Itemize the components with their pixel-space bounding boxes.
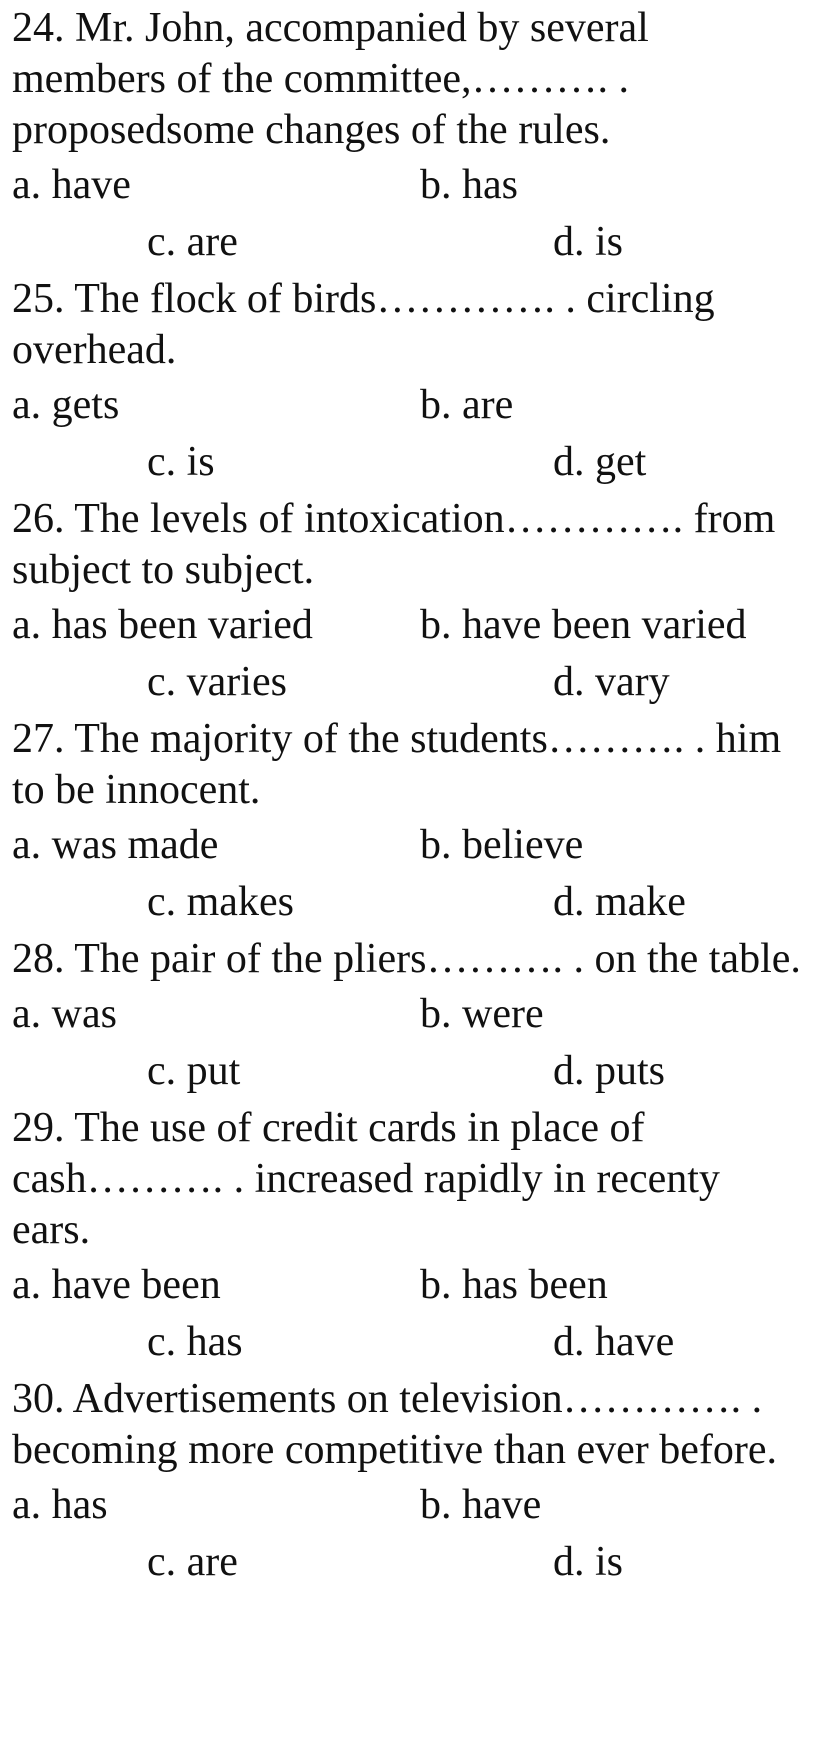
question-stem: 24. Mr. John, accompanied by several members of the committee,………. . proposedsome changes of the rules. bbox=[12, 5, 649, 153]
option-c: c. varies bbox=[147, 659, 287, 705]
options-row-cd bbox=[12, 437, 813, 494]
option-d: d. make bbox=[553, 879, 686, 925]
question-stem: 27. The majority of the students………. . him to be innocent. bbox=[12, 716, 782, 813]
question-stem: 29. The use of credit cards in place of cash………. . increased rapidly in recenty ears. bbox=[12, 1105, 720, 1253]
option-b: b. believe bbox=[420, 822, 584, 868]
option-d: d. is bbox=[553, 219, 624, 265]
question-28 bbox=[12, 934, 813, 1103]
question-24 bbox=[12, 3, 813, 274]
question-25 bbox=[12, 274, 813, 494]
option-d: d. get bbox=[553, 439, 647, 485]
option-a: a. have been bbox=[12, 1262, 221, 1308]
question-29 bbox=[12, 1103, 813, 1374]
options-row-cd bbox=[12, 657, 813, 714]
option-a: a. was bbox=[12, 991, 117, 1037]
option-d: d. vary bbox=[553, 659, 670, 705]
option-a: a. has been varied bbox=[12, 602, 313, 648]
options-row-cd bbox=[12, 877, 813, 934]
option-a: a. has bbox=[12, 1482, 108, 1528]
options-row-ab bbox=[12, 820, 813, 877]
options-row-ab bbox=[12, 1260, 813, 1317]
question-stem: 28. The pair of the pliers………. . on the table. bbox=[12, 936, 801, 982]
options-row-ab bbox=[12, 380, 813, 437]
option-c: c. is bbox=[147, 439, 215, 485]
option-b: b. have bbox=[420, 1482, 542, 1528]
option-a: a. was made bbox=[12, 822, 219, 868]
option-b: b. have been varied bbox=[420, 602, 747, 648]
options-row-cd bbox=[12, 1046, 813, 1103]
options-row-cd bbox=[12, 1537, 813, 1594]
option-c: c. are bbox=[147, 1539, 238, 1585]
option-b: b. are bbox=[420, 382, 514, 428]
option-a: a. gets bbox=[12, 382, 120, 428]
option-c: c. has bbox=[147, 1319, 243, 1365]
options-row-cd bbox=[12, 1317, 813, 1374]
option-c: c. put bbox=[147, 1048, 241, 1094]
question-26 bbox=[12, 494, 813, 714]
options-row-ab bbox=[12, 989, 813, 1046]
question-stem: 26. The levels of intoxication…………. from subject to subject. bbox=[12, 496, 776, 593]
question-30 bbox=[12, 1374, 813, 1594]
option-b: b. has been bbox=[420, 1262, 608, 1308]
options-row-ab bbox=[12, 1480, 813, 1537]
option-c: c. makes bbox=[147, 879, 294, 925]
option-b: b. has bbox=[420, 162, 518, 208]
options-row-ab bbox=[12, 600, 813, 657]
question-stem: 25. The flock of birds…………. . circling overhead. bbox=[12, 276, 715, 373]
options-row-ab bbox=[12, 160, 813, 217]
option-c: c. are bbox=[147, 219, 238, 265]
option-d: d. is bbox=[553, 1539, 624, 1585]
option-b: b. were bbox=[420, 991, 544, 1037]
options-row-cd bbox=[12, 217, 813, 274]
question-stem: 30. Advertisements on television…………. . becoming more competitive than ever before. bbox=[12, 1376, 778, 1473]
question-27 bbox=[12, 714, 813, 934]
option-a: a. have bbox=[12, 162, 131, 208]
option-d: d. puts bbox=[553, 1048, 666, 1094]
option-d: d. have bbox=[553, 1319, 675, 1365]
